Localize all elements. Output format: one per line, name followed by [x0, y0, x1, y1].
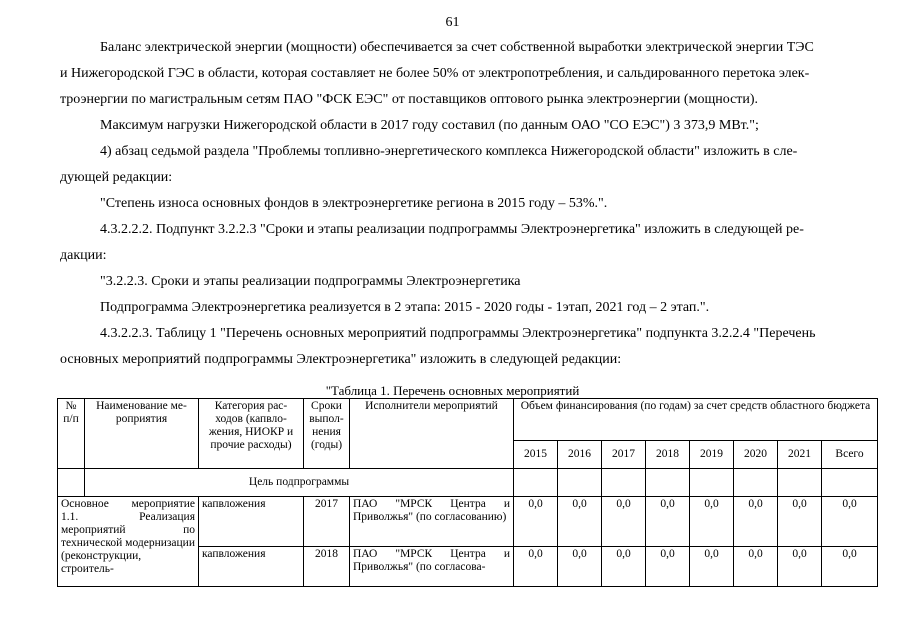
- row-value: 0,0: [558, 497, 602, 547]
- para-8-line-2: основных мероприятий подпрограммы Электроэнергетика" изложить в следующей редакции:: [60, 352, 622, 367]
- row-value: 0,0: [646, 497, 690, 547]
- row-year: 2018: [304, 547, 350, 587]
- row-value: 0,0: [646, 547, 690, 587]
- para-2: Максимум нагрузки Нижегородской области в 2017 году составил (по данным ОАО "СО ЕЭС") 3 373,9 МВт.";: [100, 118, 759, 133]
- row-total: 0,0: [822, 497, 878, 547]
- header-year: 2016: [558, 441, 602, 469]
- para-3-line-1: 4) абзац седьмой раздела "Проблемы топливно-энергетического комплекса Нижегородской области" изложить в сле-: [100, 144, 798, 159]
- page-number: 61: [445, 15, 460, 30]
- row-value: 0,0: [514, 497, 558, 547]
- para-3-line-2: дующей редакции:: [60, 170, 173, 185]
- para-4: "Степень износа основных фондов в электроэнергетике региона в 2015 году – 53%.".: [100, 196, 608, 211]
- row-category: капвложения: [199, 497, 304, 547]
- row-value: 0,0: [690, 497, 734, 547]
- header-year: 2021: [778, 441, 822, 469]
- header-num: № п/п: [58, 399, 85, 469]
- header-executors: Исполнители мероприятий: [350, 399, 514, 469]
- header-year: 2020: [734, 441, 778, 469]
- row-executor: ПАО "МРСК Центра и Приволжья" (по согласова-: [350, 547, 514, 587]
- para-7: Подпрограмма Электроэнергетика реализуется в 2 этапа: 2015 - 2020 годы - 1этап, 2021 год – 2 этап.".: [100, 300, 710, 315]
- row-category: капвложения: [199, 547, 304, 587]
- header-total: Всего: [822, 441, 878, 469]
- row-value: 0,0: [558, 547, 602, 587]
- row-year: 2017: [304, 497, 350, 547]
- header-terms: Сроки выпол-нения (годы): [304, 399, 350, 469]
- table-caption: "Таблица 1. Перечень основных мероприятий: [325, 383, 580, 398]
- header-name: Наименование ме-роприятия: [85, 399, 199, 469]
- row-value: 0,0: [778, 497, 822, 547]
- para-5-line-2: дакции:: [60, 248, 107, 263]
- activity-name: Основное мероприятие 1.1. Реализация мероприятий по технической модернизации (реконструкции, строитель-: [58, 497, 199, 587]
- para-1-line-2: и Нижегородской ГЭС в области, которая составляет не более 50% от электропотребления, и сальдированного перетока элек-: [60, 66, 810, 81]
- row-value: 0,0: [514, 547, 558, 587]
- header-year: 2017: [602, 441, 646, 469]
- para-1-line-3: троэнергии по магистральным сетям ПАО "ФСК ЕЭС" от поставщиков оптового рынка электроэнергии (мощности).: [60, 92, 759, 107]
- para-5-line-1: 4.3.2.2.2. Подпункт 3.2.2.3 "Сроки и этапы реализации подпрограммы Электроэнергетика" изложить в следующей ре-: [100, 222, 804, 237]
- row-value: 0,0: [690, 547, 734, 587]
- row-value: 0,0: [602, 547, 646, 587]
- header-year: 2018: [646, 441, 690, 469]
- row-value: 0,0: [734, 547, 778, 587]
- row-total: 0,0: [822, 547, 878, 587]
- row-value: 0,0: [778, 547, 822, 587]
- para-1-line-1: Баланс электрической энергии (мощности) обеспечивается за счет собственной выработки электрической энергии ТЭС: [100, 40, 814, 55]
- row-executor: ПАО "МРСК Центра и Приволжья" (по согласованию): [350, 497, 514, 547]
- header-category: Категория рас-ходов (капвло-жения, НИОКР и прочие расходы): [199, 399, 304, 469]
- para-6: "3.2.2.3. Сроки и этапы реализации подпрограммы Электроэнергетика: [100, 274, 521, 289]
- goal-row: Цель подпрограммы: [85, 469, 514, 497]
- row-value: 0,0: [734, 497, 778, 547]
- para-8-line-1: 4.3.2.2.3. Таблицу 1 "Перечень основных мероприятий подпрограммы Электроэнергетика" подпункта 3.2.2.4 "Перечень: [100, 326, 816, 341]
- header-year: 2015: [514, 441, 558, 469]
- activities-table: [57, 398, 878, 587]
- header-funding: Объем финансирования (по годам) за счет средств областного бюджета: [514, 399, 878, 441]
- row-value: 0,0: [602, 497, 646, 547]
- header-year: 2019: [690, 441, 734, 469]
